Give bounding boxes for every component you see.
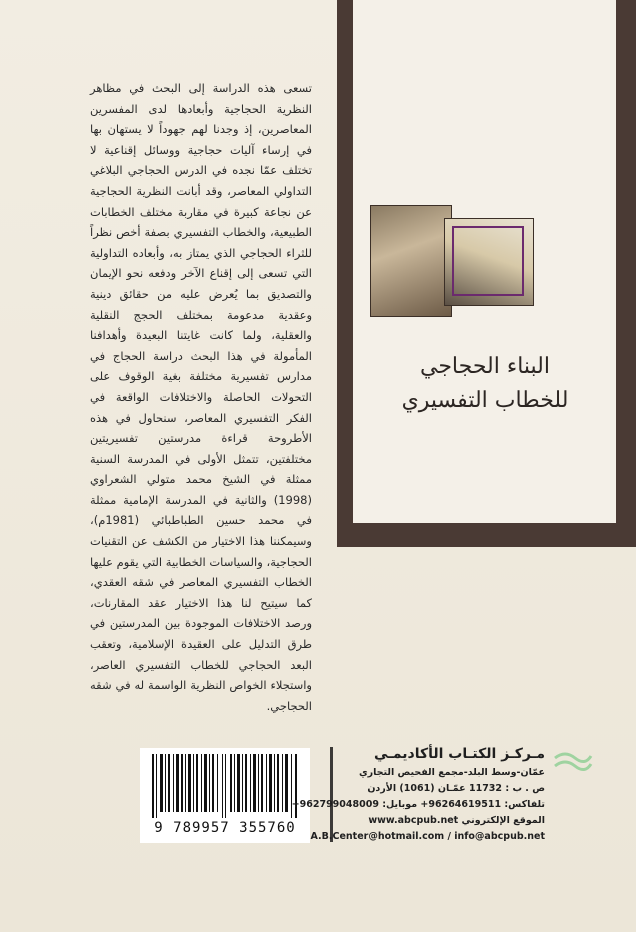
isbn-number: 9 789957 355760 bbox=[154, 820, 296, 836]
back-cover-description: تسعى هذه الدراسة إلى البحث في مظاهر النظرية الحجاجية وأبعادها لدى المفسرين المعاصرين، إذ وجدنا لهم جهوداً لا يستهان بها في إرساء آليات حجاجية ووسائل إقناعية لا تختلف عمّا نجده في الدرس الحجاجي البلاغي التداولي المعاصر، وقد أبانت النظرية الحجاجية عن نجاعة كبيرة في مقاربة مختلف الخطابات الطبيعية، والخطاب التفسيري بصفة أخص نظراً للثراء الحجاجي الذي يمتاز به، وأبعاده التداولية التي تسعى إلى إقناع الآخر ودفعه نحو الإيمان والتصديق بما يُعرض عليه من حقائق دينية وعقدية مدعومة بمختلف الحجج النقلية والعقلية، ولما كانت غايتنا البعيدة وأهدافنا المأمولة في هذا البحث دراسة الحجاج في مدارس تفسيرية مختلفة بغية الوقوف على التحولات الحاصلة والاختلافات الواقعة في الفكر التفسيري المعاصر، سنحاول في هذه الأطروحة قراءة مدرستين تفسيريتين مختلفتين، تتمثل الأولى في المدرسة السنية ممثلة في الشيخ محمد متولي الشعراوي (1998) والثانية في المدرسة الإمامية ممثلة في محمد حسين الطباطبائي (1981م)، وسيمكننا هذا الاختيار من الكشف عن التقنيات الحجاجية، والسياسات الخطابية التي يقوم عليها الخطاب التفسيري المعاصر في شقه العقدي، كما سيتيح لنا هذا الاختيار عقد المقارنات، ورصد الاختلافات الموجودة بين المدرستين في طرق التدليل على العقيدة الإسلامية، وتعقب البعد الحجاجي للخطاب التفسيري العاصر، واستجلاء الخواص النظرية الواسمة له في شقه الحجاجي. bbox=[90, 81, 312, 713]
publisher-po-box: ص . ب : 11732 عمّـان (1061) الأردن bbox=[367, 783, 545, 794]
isbn-barcode bbox=[140, 748, 310, 843]
publisher-name: مـركـز الكتـاب الأكاديمـي bbox=[373, 746, 545, 762]
book-title-line-2: للخطاب التفسيري bbox=[401, 388, 569, 413]
publisher-emails: A.B.Center@hotmail.com / info@abcpub.net bbox=[310, 831, 545, 842]
publisher-phones: تلفاكس: 96264619511+ موبايل: 962799048009+ bbox=[291, 799, 545, 810]
book-title-line-1: البناء الحجاجي bbox=[420, 354, 550, 379]
publisher-divider bbox=[330, 747, 333, 842]
book-title bbox=[360, 350, 610, 418]
photo-frame bbox=[452, 226, 524, 296]
publisher-info bbox=[291, 743, 545, 845]
barcode-bars bbox=[150, 754, 300, 818]
publisher-website: الموقع الإلكتروني www.abcpub.net bbox=[368, 815, 545, 826]
publisher-address: عمّان-وسط البلد-مجمع الفحيص التجاري bbox=[358, 767, 545, 778]
publisher-logo-icon bbox=[553, 748, 593, 778]
author-photo-left bbox=[370, 205, 452, 317]
